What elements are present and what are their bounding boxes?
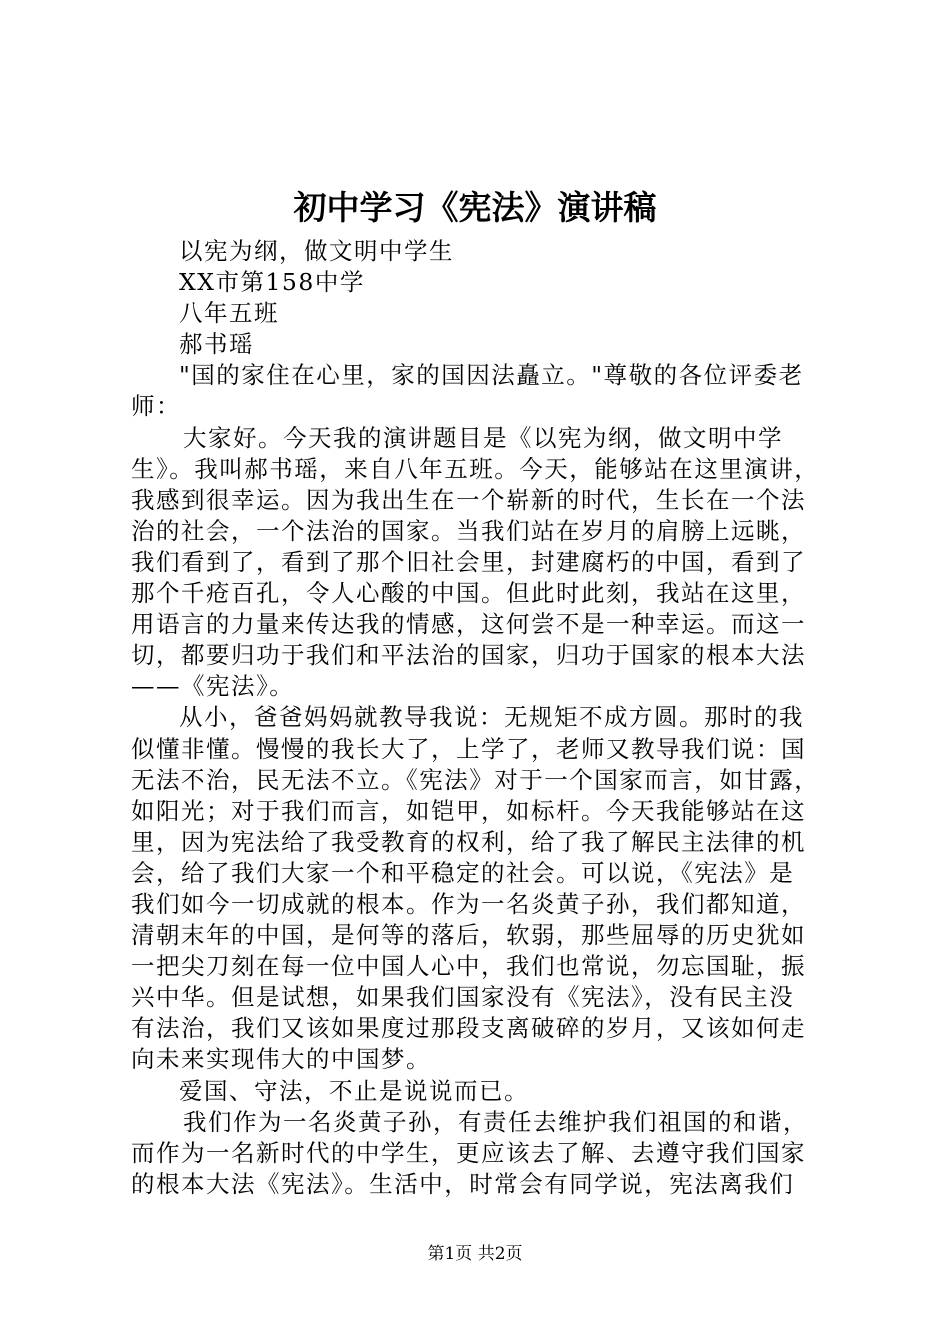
text-line: 我感到很幸运。因为我出生在一个崭新的时代，生长在一个法	[131, 485, 806, 514]
class-line: 八年五班	[179, 299, 279, 328]
text-line: 无法不治，民无法不立。《宪法》对于一个国家而言，如甘露，	[131, 765, 820, 794]
text-line: 如阳光；对于我们而言，如铠甲，如标杆。今天我能够站在这	[131, 796, 806, 825]
text-line: 的根本大法《宪法》。生活中，时常会有同学说，宪法离我们	[131, 1169, 795, 1198]
text-line: 我们如今一切成就的根本。作为一名炎黄子孙，我们都知道，	[131, 889, 806, 918]
text-line: 似懂非懂。慢慢的我长大了，上学了，老师又教导我们说：国	[131, 734, 806, 763]
text-line: 而作为一名新时代的中学生，更应该去了解、去遵守我们国家	[131, 1138, 806, 1167]
text-line: 爱国、守法，不止是说说而已。	[179, 1076, 529, 1105]
text-line: 那个千疮百孔，令人心酸的中国。但此时此刻，我站在这里，	[131, 579, 806, 608]
text-line: 我们看到了，看到了那个旧社会里，封建腐朽的中国，看到了	[131, 547, 806, 576]
school-line: XX市第158中学	[179, 268, 365, 297]
text-line: 治的社会，一个法治的国家。当我们站在岁月的肩膀上远眺，	[131, 516, 806, 545]
text-line: 会，给了我们大家一个和平稳定的社会。可以说，《宪法》是	[131, 858, 795, 887]
document-title: 初中学习《宪法》演讲稿	[293, 188, 657, 227]
author-line: 郝书瑶	[179, 330, 254, 359]
text-line: 一把尖刀刻在每一位中国人心中，我们也常说，勿忘国耻，振	[131, 952, 806, 981]
text-line: 用语言的力量来传达我的情感，这何尝不是一种幸运。而这一	[131, 610, 806, 639]
text-line: 兴中华。但是试想，如果我们国家没有《宪法》，没有民主没	[131, 983, 795, 1012]
document-body	[131, 236, 831, 1200]
text-line: 师：	[131, 392, 181, 421]
page-footer: 第1页 共2页	[427, 1244, 523, 1264]
opening-line: "国的家住在心里，家的国因法矗立。"尊敬的各位评委老	[179, 361, 804, 390]
text-line: 有法治，我们又该如果度过那段支离破碎的岁月，又该如何走	[131, 1014, 806, 1043]
text-line: 大家好。今天我的演讲题目是《以宪为纲，做文明中学	[183, 423, 783, 452]
text-line: 里，因为宪法给了我受教育的权利，给了我了解民主法律的机	[131, 827, 806, 856]
text-line: 向未来实现伟大的中国梦。	[131, 1045, 431, 1074]
text-line: 切，都要归功于我们和平法治的国家，归功于国家的根本大法	[131, 641, 806, 670]
text-line: 清朝末年的中国，是何等的落后，软弱，那些屈辱的历史犹如	[131, 921, 806, 950]
text-line: 从小，爸爸妈妈就教导我说：无规矩不成方圆。那时的我	[179, 703, 804, 732]
subtitle-line: 以宪为纲，做文明中学生	[179, 237, 454, 265]
text-line: 生》。我叫郝书瑶，来自八年五班。今天，能够站在这里演讲，	[131, 454, 820, 483]
text-line: 我们作为一名炎黄子孙，有责任去维护我们祖国的和谐，	[183, 1107, 808, 1136]
text-line: ——《宪法》。	[131, 672, 295, 701]
